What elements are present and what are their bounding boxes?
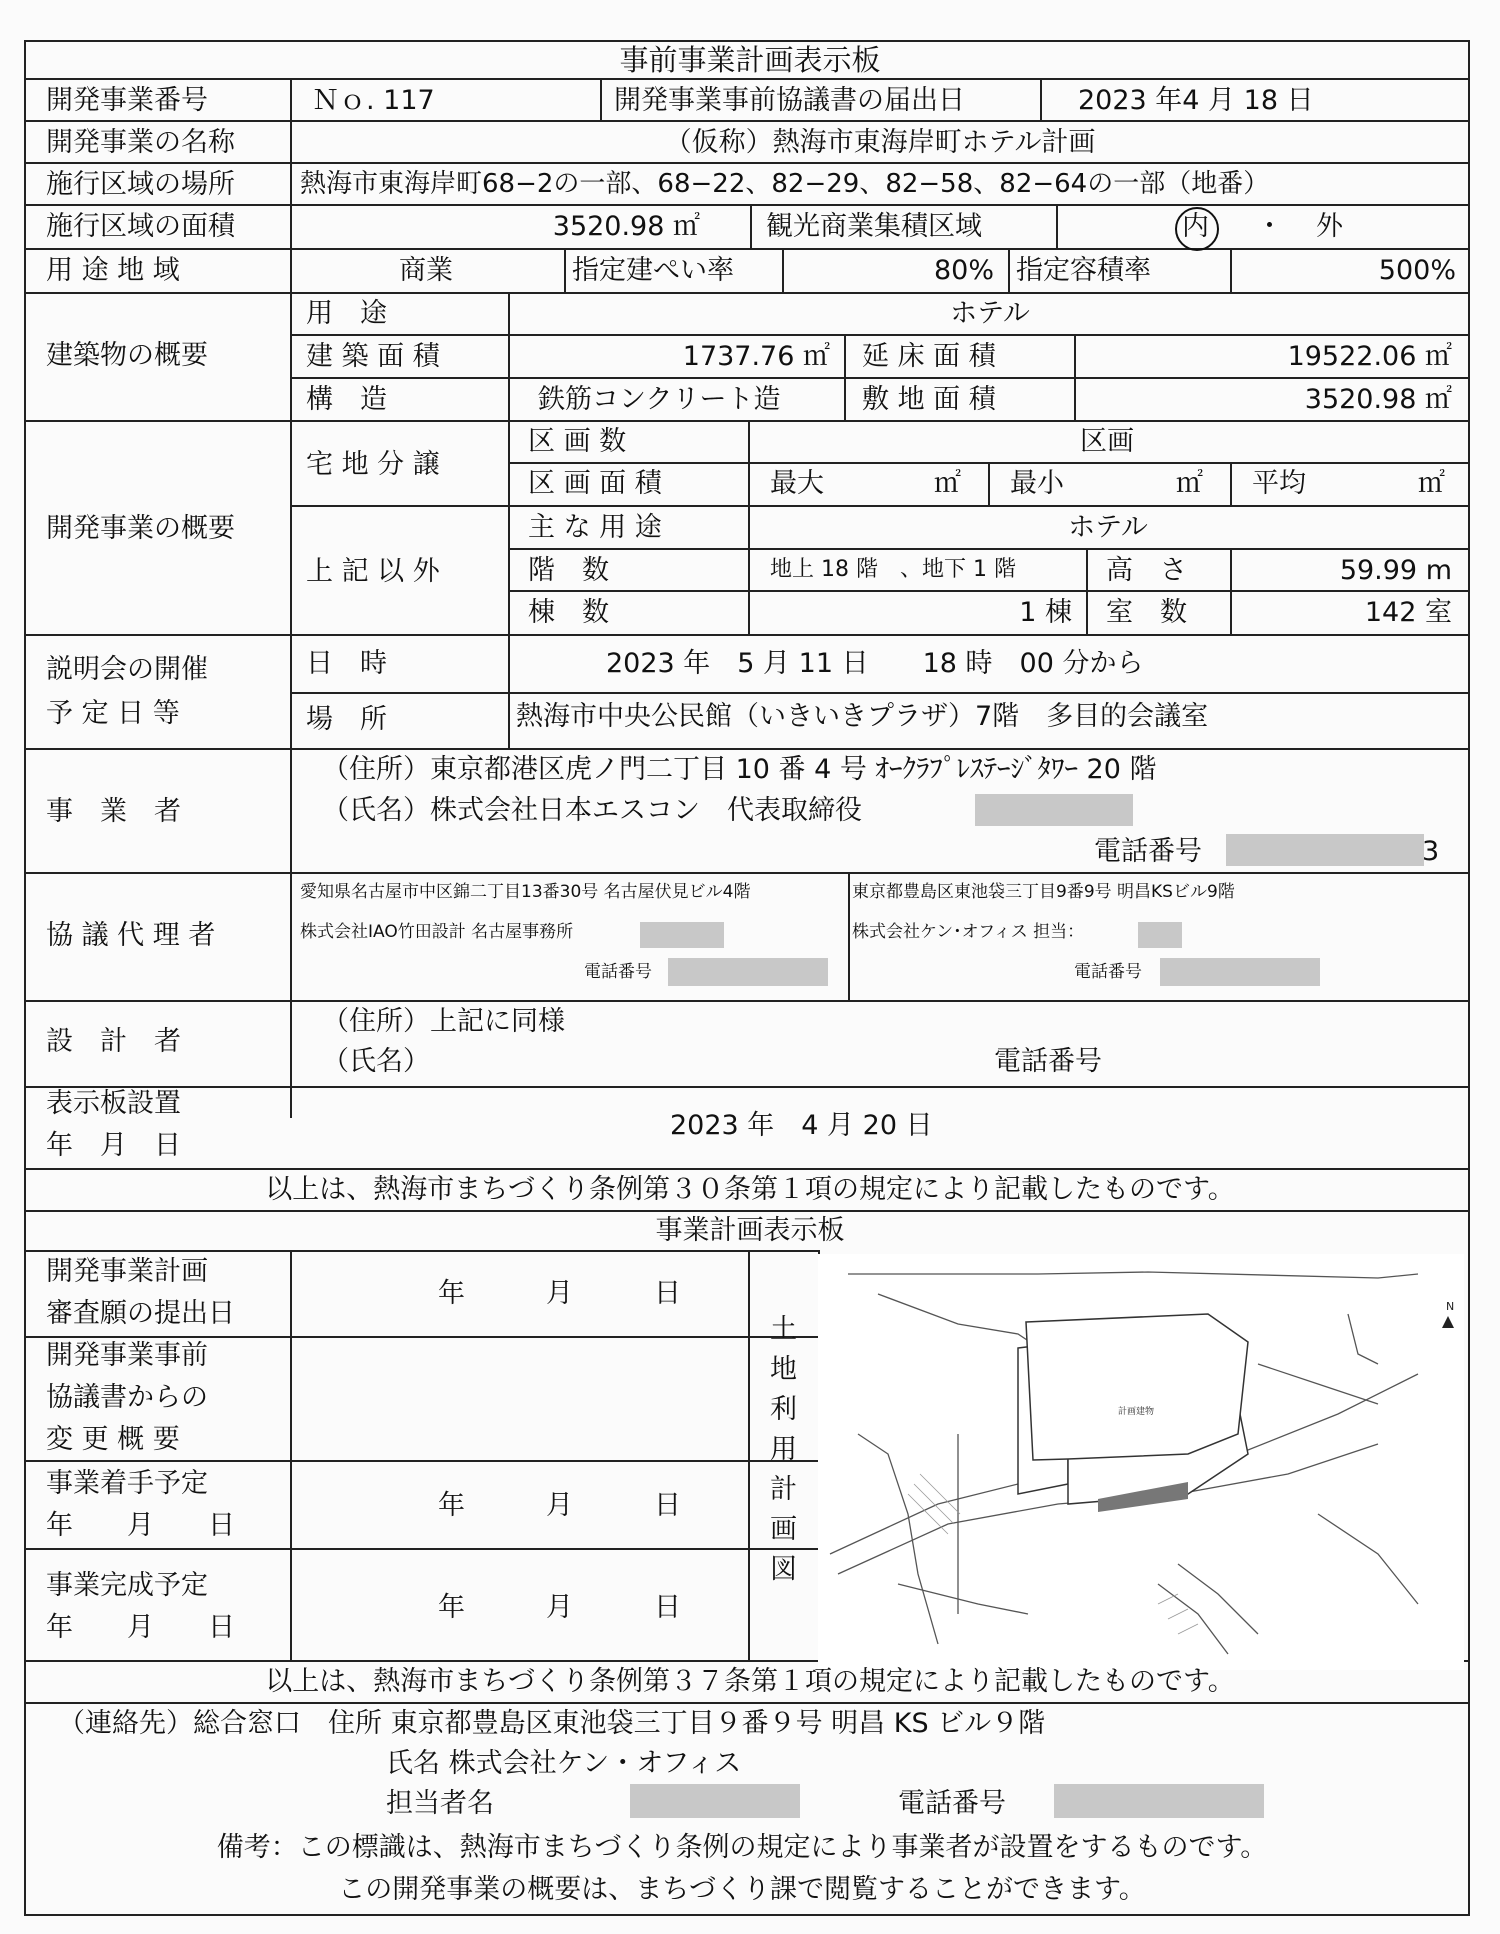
change-summary-label-line1: 開発事業事前 [46, 1340, 208, 1371]
building-use-value: ホテル [950, 298, 1030, 329]
landuse-char-2: 地 [770, 1354, 797, 1385]
lot-min-label: 最小 [1010, 468, 1064, 499]
lot-area-label: 区 画 面 積 [528, 468, 662, 499]
use-zone-label: 用 途 地 域 [46, 255, 180, 286]
posted-label-line1: 表示板設置 [46, 1088, 181, 1119]
designer-label: 設 計 者 [46, 1026, 181, 1057]
building-area-label: 建 築 面 積 [306, 341, 440, 372]
map-building-label: 計画建物 [1118, 1407, 1155, 1417]
meeting-datetime-value: 2023 年 5 月 11 日 18 時 00 分から [606, 648, 1144, 679]
far-value: 500% [1378, 255, 1456, 286]
plan-review-label-line2: 審査願の提出日 [46, 1298, 235, 1329]
contact-person-label: 担当者名 [386, 1788, 494, 1819]
lot-max-unit: ㎡ [934, 468, 961, 499]
rooms-label: 室 数 [1106, 597, 1187, 628]
dev-number-value: Ｎｏ. 117 [312, 85, 435, 116]
coverage-value: 80% [933, 255, 994, 286]
agent-label: 協 議 代 理 者 [46, 920, 216, 951]
remarks-line2: この開発事業の概要は、まちづくり課で閲覧することができます。 [338, 1874, 1146, 1905]
redacted-contact-person [630, 1784, 800, 1818]
project-name-value: （仮称）熱海市東海岸町ホテル計画 [664, 127, 1096, 158]
building-overview-label: 建築物の概要 [46, 340, 208, 371]
lot-max-label: 最大 [770, 468, 824, 499]
landuse-char-3: 利 [770, 1394, 797, 1425]
agent-left-address: 愛知県名古屋市中区錦二丁目13番30号 名古屋伏見ビル4階 [300, 882, 751, 902]
redacted-contact-phone [1054, 1784, 1264, 1818]
redacted-agent-right-contact [1138, 922, 1182, 948]
height-value: 59.99 m [1339, 555, 1452, 586]
lot-avg-label: 平均 [1252, 468, 1306, 499]
floors-value: 地上 18 階 、地下 1 階 [770, 557, 1016, 582]
redacted-representative [975, 794, 1133, 826]
lots-value: 区画 [1080, 426, 1134, 457]
project-name-label: 開発事業の名称 [46, 127, 235, 158]
zone-inside: 内 [1182, 211, 1209, 242]
use-zone-value: 商業 [399, 255, 453, 286]
development-overview-label: 開発事業の概要 [46, 513, 235, 544]
lot-avg-unit: ㎡ [1418, 468, 1445, 499]
operator-name: （氏名）株式会社日本エスコン 代表取締役 [322, 795, 862, 826]
site-plan-map [818, 1254, 1464, 1670]
start-date-label-line2: 年 月 日 [46, 1510, 235, 1541]
redacted-agent-left-phone [668, 958, 828, 986]
plan-review-label-line1: 開発事業計画 [46, 1256, 208, 1287]
height-label: 高 さ [1106, 555, 1187, 586]
start-date-label-line1: 事業着手予定 [46, 1468, 208, 1499]
floor-area-label: 延 床 面 積 [862, 341, 996, 372]
designer-address: （住所）上記に同様 [322, 1006, 565, 1037]
agent-left-company: 株式会社IAO竹田設計 名古屋事務所 [300, 922, 574, 942]
structure-value: 鉄筋コンクリート造 [538, 384, 781, 415]
redacted-agent-left-contact [640, 922, 724, 948]
posted-date-value: 2023 年 4 月 20 日 [670, 1110, 933, 1141]
lot-min-unit: ㎡ [1176, 468, 1203, 499]
operator-phone-tail: 3 [1422, 836, 1440, 867]
floors-label: 階 数 [528, 555, 609, 586]
residential-label: 宅 地 分 譲 [306, 449, 440, 480]
site-area2-value: 3520.98 ㎡ [1304, 384, 1452, 415]
designer-phone-label: 電話番号 [994, 1046, 1102, 1077]
building-area-value: 1737.76 ㎡ [682, 341, 830, 372]
map-north-label: N [1446, 1300, 1455, 1313]
start-date-value: 年 月 日 [438, 1490, 681, 1521]
change-summary-label-line2: 協議書からの [46, 1382, 208, 1413]
contact-phone-label: 電話番号 [898, 1788, 1006, 1819]
operator-phone-label: 電話番号 [1094, 836, 1202, 867]
redacted-agent-right-phone [1160, 958, 1320, 986]
meeting-place-value: 熱海市中央公民館（いきいきプラザ）7階 多目的会議室 [516, 701, 1209, 732]
landuse-char-6: 画 [770, 1514, 797, 1545]
far-label: 指定容積率 [1016, 255, 1151, 286]
note-article-37: 以上は、熱海市まちづくり条例第３７条第１項の規定により記載したものです。 [265, 1666, 1235, 1697]
site-plan-drawing [818, 1254, 1464, 1670]
meeting-label-line2: 予 定 日 等 [46, 698, 180, 729]
coverage-label: 指定建ぺい率 [572, 255, 734, 286]
north-arrow-icon [1442, 1316, 1454, 1328]
landuse-char-5: 計 [770, 1474, 797, 1505]
structure-label: 構 造 [306, 384, 387, 415]
submission-date-value: 2023 年4 月 18 日 [1078, 85, 1314, 116]
note-article-30: 以上は、熱海市まちづくり条例第３０条第１項の規定により記載したものです。 [265, 1174, 1235, 1205]
agent-right-address: 東京都豊島区東池袋三丁目9番9号 明昌KSビル9階 [852, 882, 1235, 902]
site-location-value: 熱海市東海岸町68−2の一部、68−22、82−29、82−58、82−64の一部（地番） [300, 169, 1270, 199]
operator-label: 事 業 者 [46, 796, 181, 827]
map-planned-building [1026, 1314, 1248, 1460]
site-area-label: 施行区域の面積 [46, 211, 235, 242]
redacted-operator-phone [1226, 834, 1424, 866]
posted-label-line2: 年 月 日 [46, 1130, 181, 1161]
landuse-char-7: 図 [770, 1554, 797, 1585]
buildings-label: 棟 数 [528, 597, 609, 628]
meeting-place-label: 場 所 [306, 704, 387, 735]
lots-label: 区 画 数 [528, 426, 627, 457]
zone-outside: 外 [1316, 211, 1343, 242]
tourism-zone-label: 観光商業集積区域 [766, 211, 982, 242]
floor-area-value: 19522.06 ㎡ [1287, 341, 1452, 372]
landuse-char-1: 土 [770, 1314, 797, 1345]
change-summary-label-line3: 変 更 概 要 [46, 1424, 180, 1455]
buildings-value: 1 棟 [1019, 597, 1072, 628]
agent-left-phone-label: 電話番号 [584, 962, 652, 982]
building-use-label: 用 途 [306, 298, 387, 329]
remarks-line1: 備考：この標識は、熱海市まちづくり条例の規定により事業者が設置をするものです。 [216, 1832, 1268, 1863]
plan-board-title: 事業計画表示板 [655, 1215, 845, 1246]
zone-separator: ・ [1256, 211, 1283, 242]
site-location-label: 施行区域の場所 [46, 169, 235, 200]
completion-date-label-line1: 事業完成予定 [46, 1570, 208, 1601]
agent-right-phone-label: 電話番号 [1074, 962, 1142, 982]
board-title: 事前事業計画表示板 [619, 43, 881, 77]
meeting-label-line1: 説明会の開催 [46, 654, 208, 685]
landuse-char-4: 用 [770, 1434, 797, 1465]
completion-date-label-line2: 年 月 日 [46, 1612, 235, 1643]
dev-number-label: 開発事業番号 [46, 85, 208, 116]
main-use-label: 主 な 用 途 [528, 512, 662, 543]
rooms-value: 142 室 [1364, 597, 1452, 628]
meeting-datetime-label: 日 時 [306, 648, 387, 679]
site-area2-label: 敷 地 面 積 [862, 384, 996, 415]
agent-right-company: 株式会社ケン･オフィス 担当： [852, 922, 1085, 942]
contact-address: （連絡先）総合窓口 住所 東京都豊島区東池袋三丁目９番９号 明昌 KS ビル９階 [58, 1708, 1046, 1739]
operator-address: （住所）東京都港区虎ノ門二丁目 10 番 4 号 ｵｰｸﾗﾌﾟﾚｽﾃｰｼﾞﾀﾜｰ 20 階 [322, 754, 1157, 785]
contact-company: 氏名 株式会社ケン・オフィス [386, 1748, 742, 1779]
designer-name: （氏名） [322, 1046, 430, 1077]
completion-date-value: 年 月 日 [438, 1592, 681, 1623]
main-use-value: ホテル [1068, 512, 1148, 543]
plan-review-date: 年 月 日 [438, 1278, 681, 1309]
other-label: 上 記 以 外 [306, 556, 440, 587]
site-area-value: 3520.98 ㎡ [552, 211, 700, 242]
submission-date-label: 開発事業事前協議書の届出日 [614, 85, 965, 116]
